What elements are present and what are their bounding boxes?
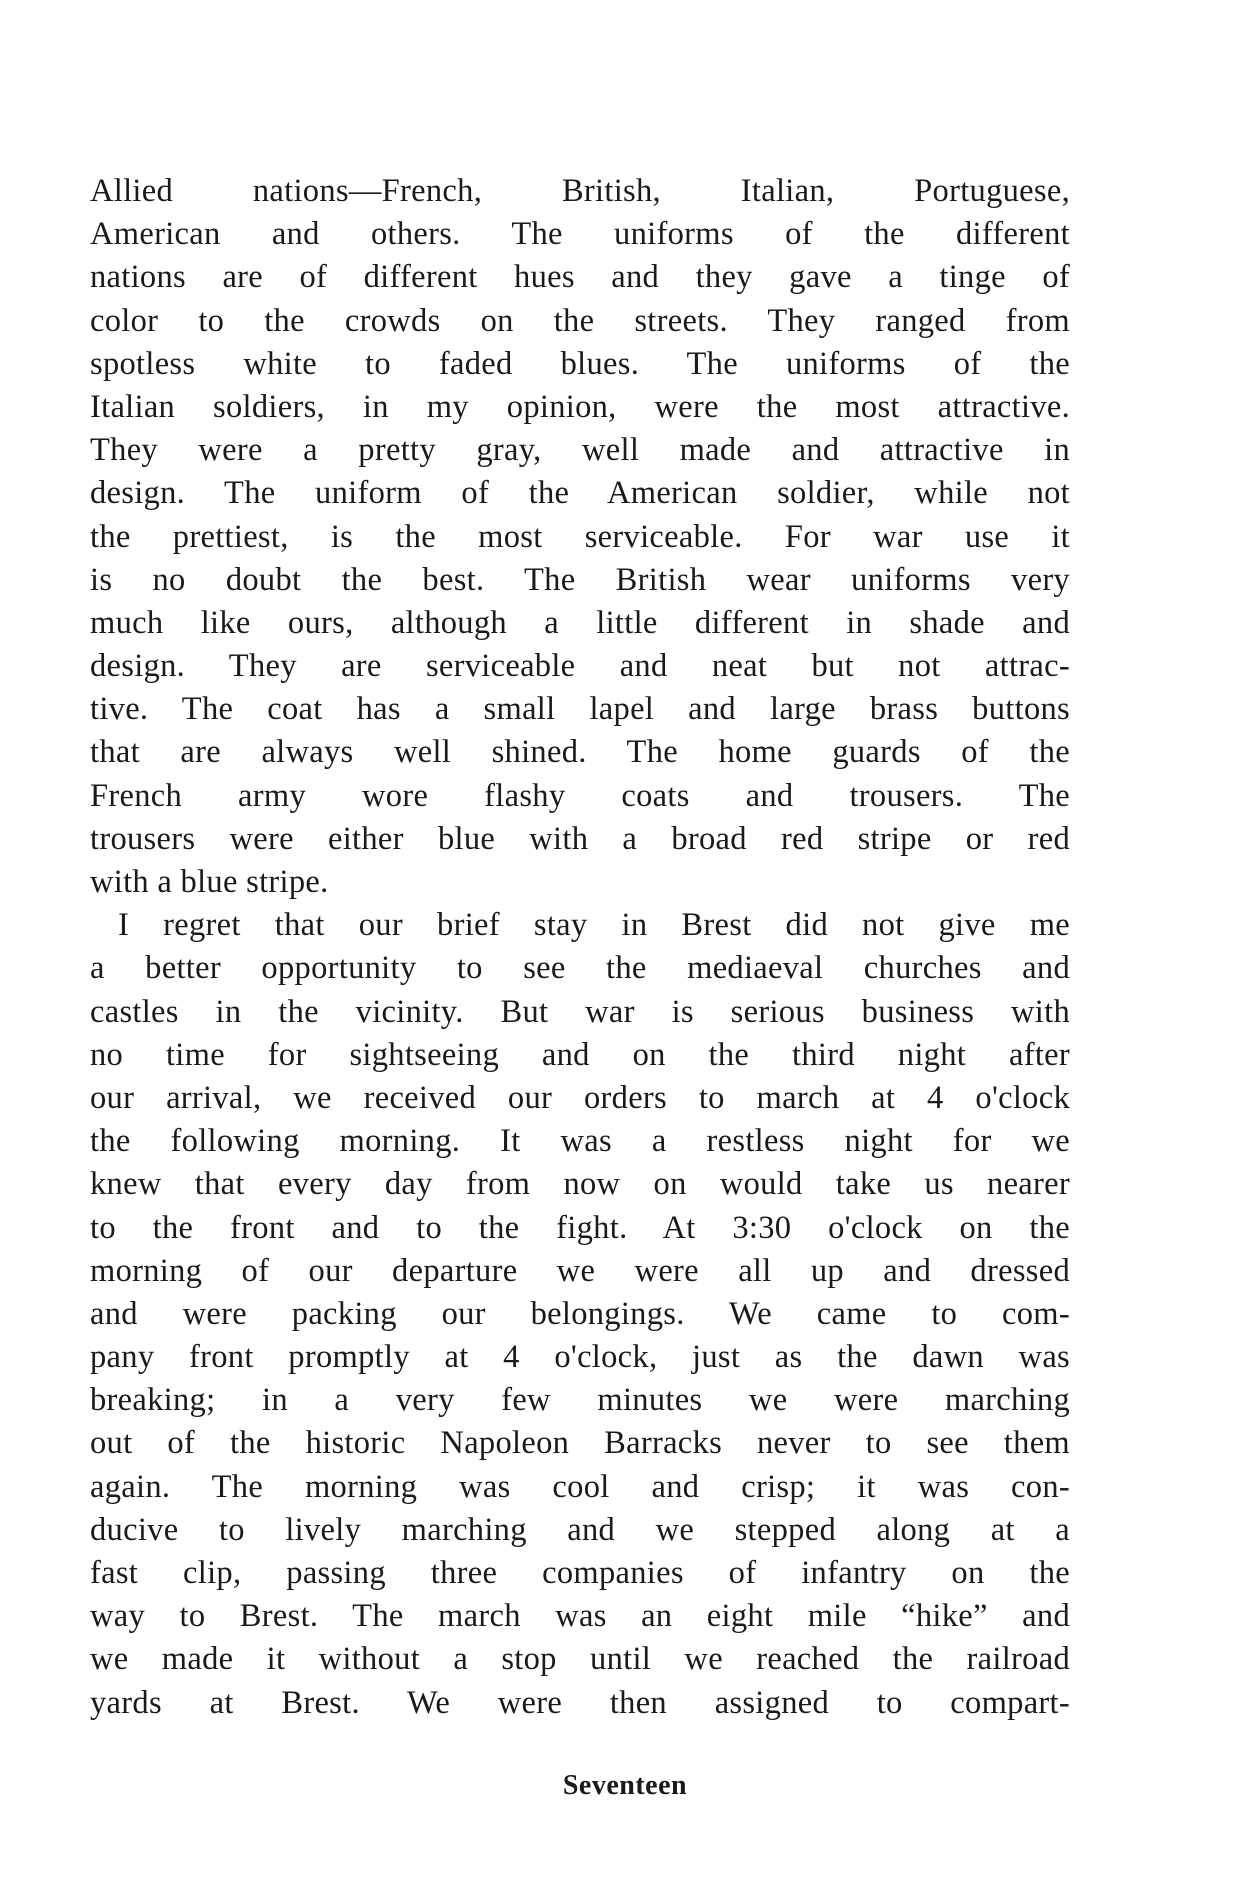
text-line: to the front and to the fight. At 3:30 o'clock on the (90, 1209, 1070, 1246)
paragraph-2 (90, 904, 1070, 1725)
text-line: that are always well shined. The home guards of the (90, 734, 1070, 771)
text-line: castles in the vicinity. But war is serious business with (90, 993, 1070, 1030)
text-line: French army wore flashy coats and trousers. The (90, 777, 1070, 814)
text-line: design. The uniform of the American soldier, while not (90, 475, 1070, 512)
text-line: tive. The coat has a small lapel and large brass buttons (90, 691, 1070, 728)
paragraph-1 (90, 170, 1070, 904)
text-line: I regret that our brief stay in Brest did not give me (118, 907, 1070, 944)
text-line: with a blue stripe. (90, 864, 329, 900)
text-line: ducive to lively marching and we stepped along at a (90, 1511, 1070, 1548)
text-line: the prettiest, is the most serviceable. For war use it (90, 518, 1070, 555)
text-line: out of the historic Napoleon Barracks never to see them (90, 1425, 1070, 1462)
text-line: we made it without a stop until we reached the railroad (90, 1641, 1070, 1678)
text-line: breaking; in a very few minutes we were marching (90, 1382, 1070, 1419)
text-line: our arrival, we received our orders to march at 4 o'clock (90, 1079, 1070, 1116)
text-line: morning of our departure we were all up and dressed (90, 1252, 1070, 1289)
text-line: no time for sightseeing and on the third night after (90, 1036, 1070, 1073)
text-line: Italian soldiers, in my opinion, were the most attractive. (90, 388, 1070, 425)
text-line: color to the crowds on the streets. They ranged from (90, 302, 1070, 339)
text-line: American and others. The uniforms of the different (90, 216, 1070, 253)
page-number: Seventeen (562, 1770, 688, 1801)
text-line: a better opportunity to see the mediaeval churches and (90, 950, 1070, 987)
text-line: design. They are serviceable and neat but not attrac- (90, 648, 1070, 685)
text-line: and were packing our belongings. We came to com- (90, 1295, 1070, 1332)
page-body (90, 170, 1070, 1725)
text-line: yards at Brest. We were then assigned to compart- (90, 1684, 1070, 1721)
text-line: is no doubt the best. The British wear uniforms very (90, 561, 1070, 598)
text-line: the following morning. It was a restless night for we (90, 1123, 1070, 1160)
text-line: again. The morning was cool and crisp; it was con- (90, 1468, 1070, 1505)
text-line: way to Brest. The march was an eight mile “hike” and (90, 1598, 1070, 1635)
text-line: fast clip, passing three companies of infantry on the (90, 1555, 1070, 1591)
text-line: nations are of different hues and they gave a tinge of (90, 259, 1070, 296)
text-line: pany front promptly at 4 o'clock, just as the dawn was (90, 1339, 1070, 1376)
text-line: Allied nations—French, British, Italian, Portuguese, (90, 173, 1070, 209)
text-line: much like ours, although a little different in shade and (90, 604, 1070, 641)
text-line: trousers were either blue with a broad red stripe or red (90, 820, 1070, 857)
text-line: knew that every day from now on would take us nearer (90, 1166, 1070, 1203)
text-line: They were a pretty gray, well made and attractive in (90, 432, 1070, 469)
text-line: spotless white to faded blues. The uniforms of the (90, 345, 1070, 382)
